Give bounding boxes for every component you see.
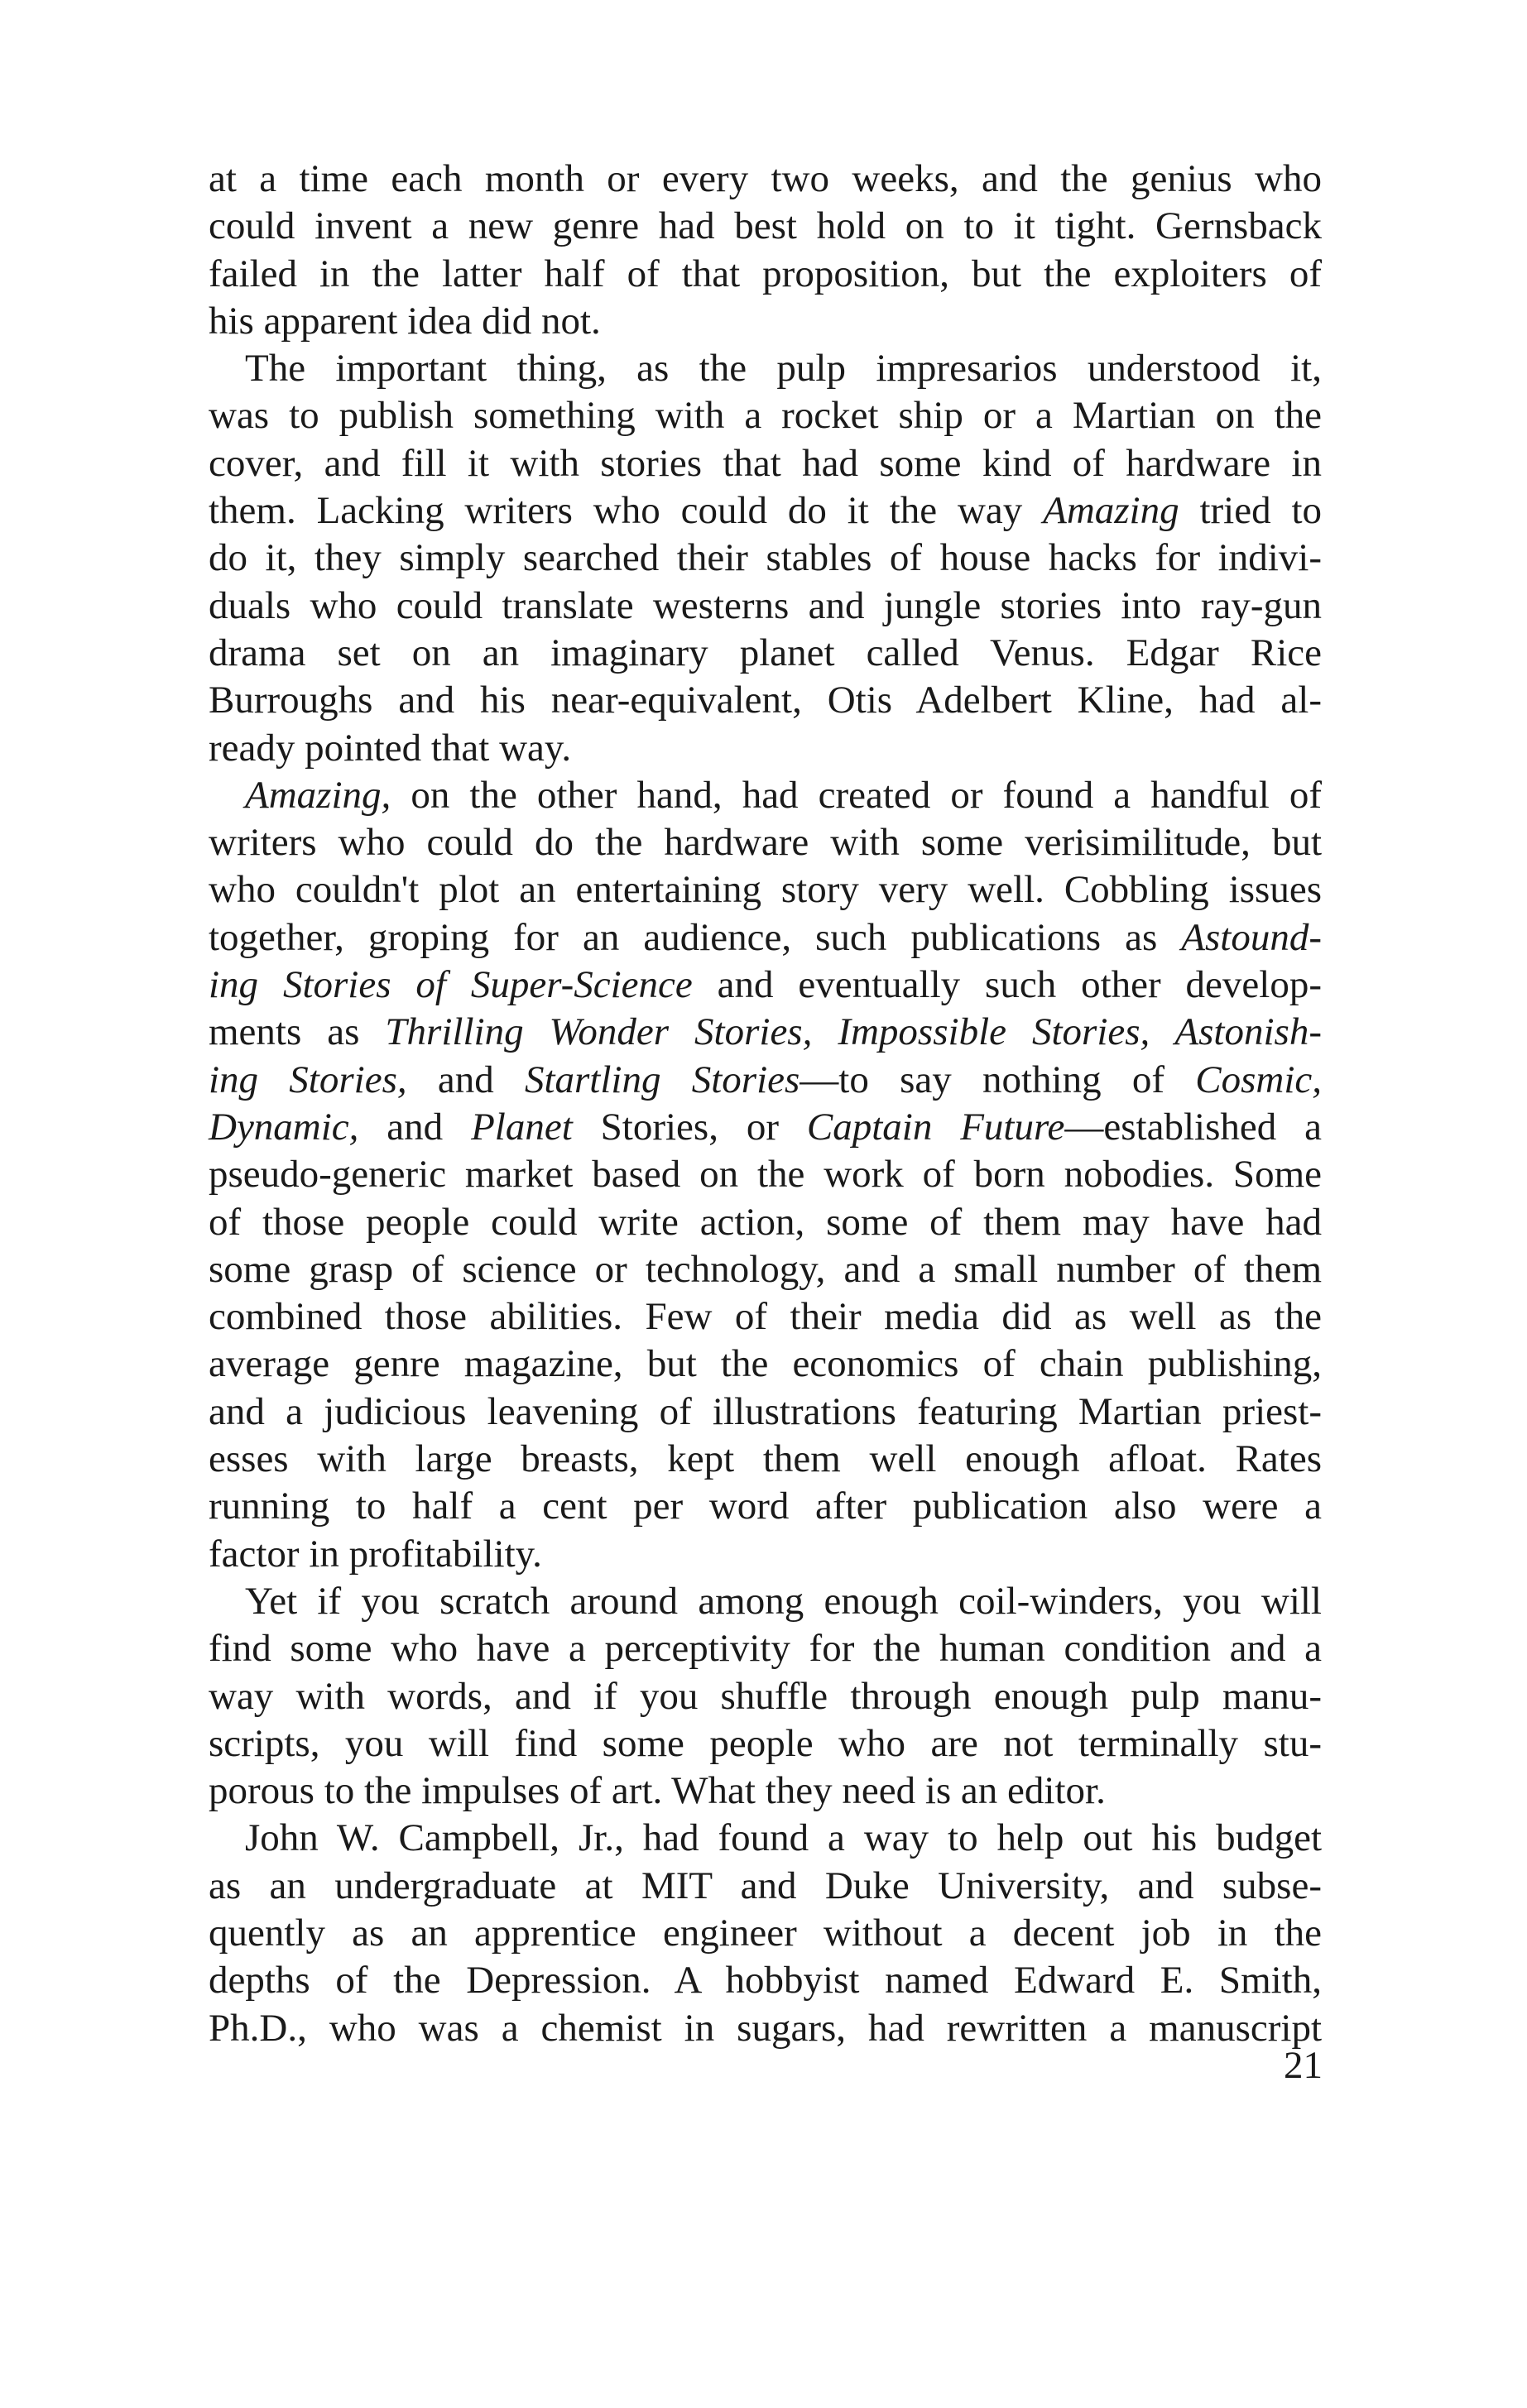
text-segment: as an undergraduate at MIT and Duke University, and subse- [209, 1864, 1322, 1907]
text-segment: average genre magazine, but the economics of chain publishing, [209, 1342, 1322, 1386]
text-line [209, 156, 1322, 203]
text-line [209, 962, 1322, 1009]
text-line [209, 914, 1322, 962]
text-segment: do it, they simply searched their stables of house hacks for indivi- [209, 536, 1322, 580]
text-segment: at a time each month or every two weeks, and the genius who [209, 157, 1322, 200]
text-line [209, 1151, 1322, 1198]
text-line [209, 583, 1322, 630]
text-segment: duals who could translate westerns and jungle stories into ray-gun [209, 583, 1322, 627]
text-line [209, 203, 1322, 250]
text-line [209, 725, 1322, 772]
text-segment: and a judicious leavening of illustrations featuring Martian priest- [209, 1389, 1322, 1433]
text-segment: factor in profitability. [209, 1532, 542, 1576]
text-segment: Stories, or [572, 1105, 807, 1149]
text-line [209, 630, 1322, 677]
text-line [209, 1389, 1322, 1436]
italic-text: Startling Stories [524, 1058, 800, 1101]
text-segment: The important thing, as the pulp impresarios understood it, [245, 347, 1322, 391]
text-segment: depths of the Depression. A hobbyist named Edward E. Smith, [209, 1959, 1322, 2003]
text-line [209, 1863, 1322, 1910]
text-segment: quently as an apprentice engineer without a decent job in the [209, 1911, 1322, 1955]
text-segment: drama set on an imaginary planet called Venus. Edgar Rice [209, 631, 1322, 674]
text-segment: together, groping for an audience, such publications as [209, 915, 1182, 959]
text-line [209, 1957, 1322, 2004]
text-line [209, 819, 1322, 866]
text-line [209, 298, 1322, 345]
text-segment: Ph.D., who was a chemist in sugars, had rewritten a manuscript [209, 2006, 1322, 2050]
text-line [209, 772, 1322, 819]
text-line [209, 1246, 1322, 1293]
text-line [209, 1673, 1322, 1720]
page-number: 21 [1284, 2044, 1323, 2087]
text-line [209, 1483, 1322, 1530]
text-segment: and eventually such other develop- [692, 963, 1322, 1007]
italic-text: ing Stories, [209, 1058, 407, 1101]
text-segment: cover, and fill it with stories that had some kind of hardware in [209, 441, 1322, 485]
text-segment: his apparent idea did not. [209, 299, 601, 343]
text-segment: find some who have a perceptivity for the human condition and a [209, 1627, 1322, 1671]
italic-text: Thrilling Wonder Stories, Impossible Stories, Astonish- [385, 1010, 1322, 1054]
text-line [209, 1009, 1322, 1056]
italic-text: Planet [471, 1105, 573, 1149]
italic-text: ing Stories of Super-Science [209, 963, 693, 1007]
text-segment: failed in the latter half of that proposition, but the exploiters of [209, 252, 1322, 295]
text-segment: and [358, 1105, 472, 1149]
italic-text: Captain Future [806, 1105, 1065, 1149]
body-text [209, 156, 1322, 2052]
text-line [209, 1578, 1322, 1625]
text-line [209, 1910, 1322, 1957]
text-line [209, 866, 1322, 914]
text-segment: John W. Campbell, Jr., had found a way to help out his budget [245, 1816, 1322, 1860]
text-segment: and [406, 1058, 525, 1101]
text-line [209, 487, 1322, 535]
text-line [209, 1436, 1322, 1483]
text-line [209, 345, 1322, 392]
text-line [209, 392, 1322, 439]
text-segment: who couldn't plot an entertaining story very well. Cobbling issues [209, 868, 1322, 912]
text-line [209, 1815, 1322, 1862]
text-line [209, 2005, 1322, 2052]
text-segment: combined those abilities. Few of their media did as well as the [209, 1295, 1322, 1339]
italic-text: Amazing [1043, 489, 1179, 533]
text-line [209, 251, 1322, 298]
text-line [209, 1199, 1322, 1246]
italic-text: Dynamic, [209, 1105, 359, 1149]
text-segment: pseudo-generic market based on the work of born nobodies. Some [209, 1153, 1322, 1197]
text-segment: Burroughs and his near-equivalent, Otis Adelbert Kline, had al- [209, 679, 1322, 722]
text-line [209, 1341, 1322, 1388]
text-segment: scripts, you will find some people who are not terminally stu- [209, 1721, 1322, 1765]
text-segment: running to half a cent per word after publication also were a [209, 1485, 1322, 1528]
text-line [209, 1057, 1322, 1104]
italic-text: Amazing, [245, 773, 391, 817]
text-segment: of those people could write action, some of them may have had [209, 1200, 1322, 1244]
text-segment: ready pointed that way. [209, 726, 572, 770]
text-line [209, 1625, 1322, 1672]
text-segment: —established a [1064, 1105, 1322, 1149]
text-line [209, 1531, 1322, 1578]
text-segment: Yet if you scratch around among enough coil-winders, you will [245, 1579, 1322, 1623]
text-line [209, 535, 1322, 582]
text-line [209, 440, 1322, 487]
text-line [209, 1768, 1322, 1815]
text-line [209, 1720, 1322, 1768]
text-segment: writers who could do the hardware with some verisimilitude, but [209, 821, 1322, 865]
text-segment: some grasp of science or technology, and a small number of them [209, 1247, 1322, 1291]
text-segment: esses with large breasts, kept them well enough afloat. Rates [209, 1437, 1322, 1481]
italic-text: Cosmic, [1195, 1058, 1322, 1101]
text-segment: —to say nothing of [800, 1058, 1196, 1101]
text-segment: on the other hand, had created or found a handful of [391, 773, 1322, 817]
italic-text: Astound- [1181, 915, 1322, 959]
text-line [209, 1104, 1322, 1151]
text-segment: way with words, and if you shuffle through enough pulp manu- [209, 1674, 1322, 1718]
text-segment: could invent a new genre had best hold on to it tight. Gernsback [209, 204, 1322, 248]
text-segment: them. Lacking writers who could do it the way [209, 489, 1044, 533]
text-segment: porous to the impulses of art. What they need is an editor. [209, 1769, 1106, 1813]
text-segment: ments as [209, 1010, 386, 1054]
text-segment: tried to [1179, 489, 1323, 533]
text-line [209, 677, 1322, 724]
text-segment: was to publish something with a rocket ship or a Martian on the [209, 394, 1322, 438]
text-line [209, 1293, 1322, 1341]
